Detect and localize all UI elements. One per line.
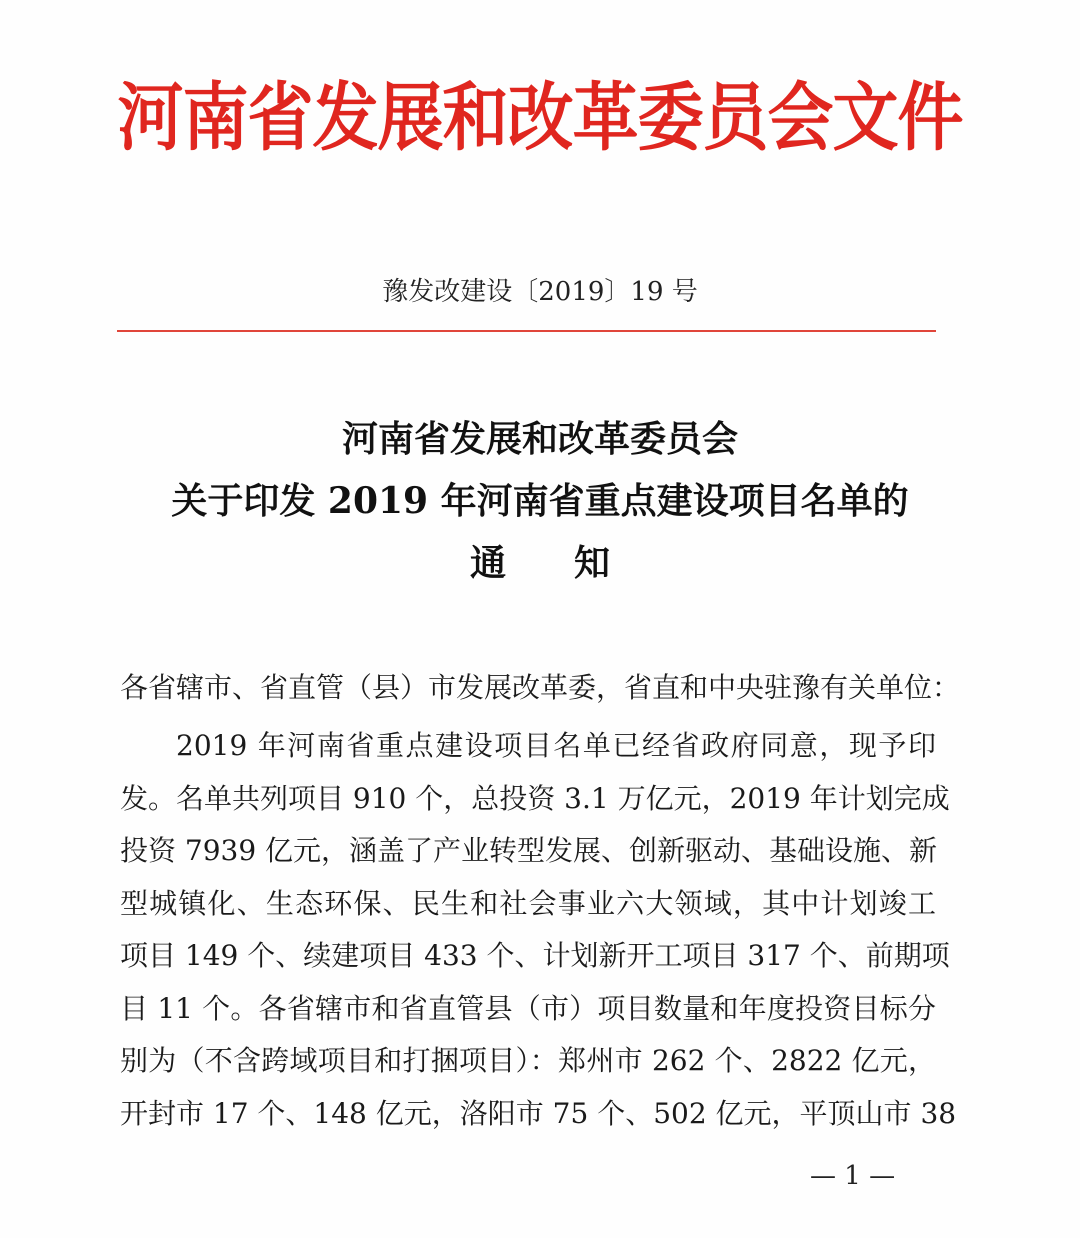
title-line-1: 河南省发展和改革委员会 (341, 418, 738, 460)
body-line: 投资 7939 亿元，涵盖了产业转型发展、创新驱动、基础设施、新 (120, 834, 938, 867)
notice-title (0, 408, 1080, 594)
title-line-2: 关于印发 2019 年河南省重点建设项目名单的 (171, 480, 909, 522)
body-line: 别为（不含跨域项目和打捆项目）：郑州市 262 个、2822 亿元， (120, 1044, 936, 1077)
red-separator-rule (117, 330, 936, 332)
title-line-3: 通知 (469, 542, 678, 584)
document-number: 豫发改建设〔2019〕19 号 (382, 277, 698, 307)
body-line: 开封市 17 个、148 亿元，洛阳市 75 个、502 亿元，平顶山市 38 (120, 1096, 957, 1130)
document-masthead: 河南省发展和改革委员会文件 (117, 74, 963, 161)
body-paragraph (120, 720, 957, 1140)
body-line: 项目 149 个、续建项目 433 个、计划新开工项目 317 个、前期项 (120, 939, 950, 972)
addressee-line: 各省辖市、省直管（县）市发展改革委，省直和中央驻豫有关单位： (120, 671, 961, 704)
body-line: 发。名单共列项目 910 个，总投资 3.1 万亿元，2019 年计划完成 (120, 781, 950, 815)
page-number: — 1 — (810, 1161, 896, 1191)
body-line: 型城镇化、生态环保、民生和社会事业六大领域，其中计划竣工 (120, 886, 936, 920)
body-line: 目 11 个。各省辖市和省直管县（市）项目数量和年度投资目标分 (120, 991, 936, 1025)
body-line: 2019 年河南省重点建设项目名单已经省政府同意，现予印 (176, 729, 936, 762)
